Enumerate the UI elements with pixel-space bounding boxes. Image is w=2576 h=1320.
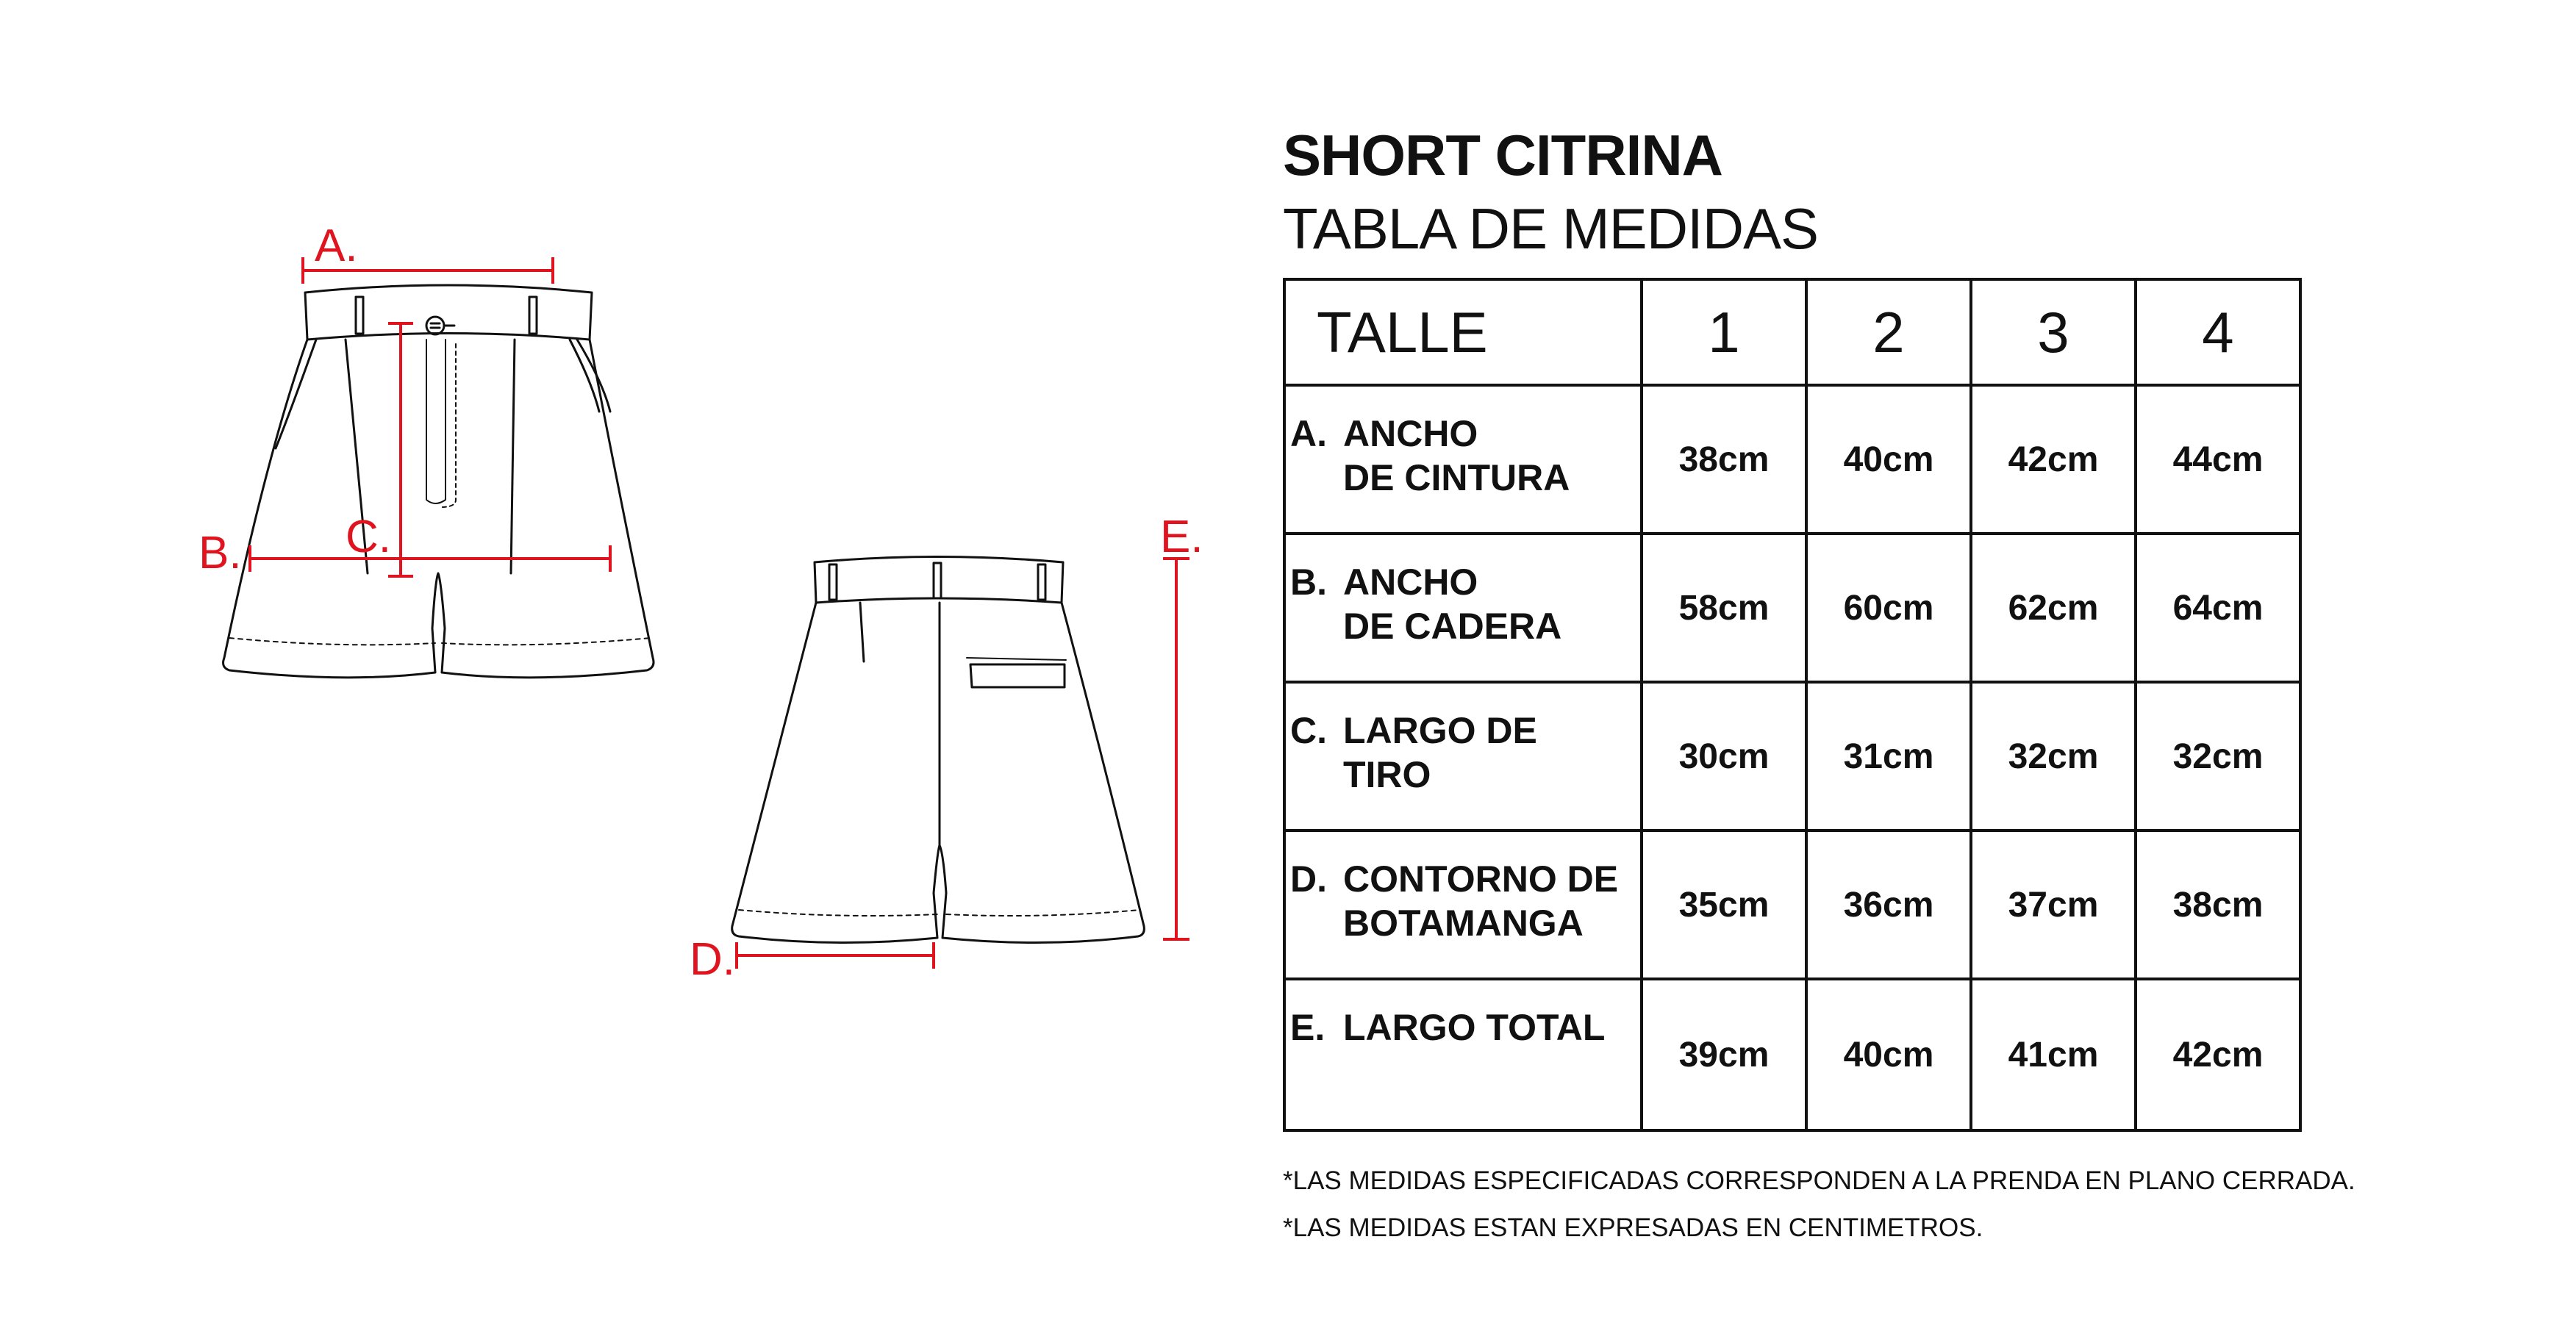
front-view-shorts: [223, 285, 654, 678]
table-cell: 32cm: [1971, 682, 2136, 831]
row-label-line2: BOTAMANGA: [1343, 903, 1584, 944]
table-cell: 32cm: [2136, 682, 2300, 831]
table-row: [1284, 682, 2300, 831]
row-label: [1284, 979, 1642, 1130]
table-cell: 41cm: [1971, 979, 2136, 1130]
table-cell: 40cm: [1806, 385, 1971, 534]
table-cell: 42cm: [1971, 385, 2136, 534]
row-label-line1: ANCHO: [1343, 562, 1478, 603]
row-label-line2: DE CADERA: [1343, 606, 1562, 647]
header-size-1: 1: [1642, 279, 1806, 385]
table-cell: 44cm: [2136, 385, 2300, 534]
measure-label-c: C.: [346, 512, 391, 562]
size-chart-table: [1283, 278, 2302, 1132]
table-row: [1284, 831, 2300, 979]
header-size-label: TALLE: [1284, 279, 1642, 385]
row-label: [1284, 831, 1642, 979]
row-letter: A.: [1290, 413, 1327, 454]
header-size-2: 2: [1806, 279, 1971, 385]
measure-label-a: A.: [315, 220, 358, 271]
table-cell: 30cm: [1642, 682, 1806, 831]
table-cell: 42cm: [2136, 979, 2300, 1130]
table-cell: 64cm: [2136, 534, 2300, 682]
row-label-line1: ANCHO: [1343, 413, 1478, 454]
table-row: [1284, 385, 2300, 534]
table-cell: 35cm: [1642, 831, 1806, 979]
table-cell: 60cm: [1806, 534, 1971, 682]
table-cell: 37cm: [1971, 831, 2136, 979]
table-cell: 62cm: [1971, 534, 2136, 682]
table-cell: 58cm: [1642, 534, 1806, 682]
row-letter: D.: [1290, 858, 1327, 900]
row-label-line1: CONTORNO DE: [1343, 858, 1619, 900]
row-label-line2: DE CINTURA: [1343, 457, 1570, 498]
row-label-line2: TIRO: [1343, 754, 1431, 795]
row-label-line1: LARGO DE: [1343, 710, 1537, 751]
header-size-3: 3: [1971, 279, 2136, 385]
measure-label-e: E.: [1160, 512, 1203, 562]
footnote: *LAS MEDIDAS ESTAN EXPRESADAS EN CENTIMETROS.: [1283, 1213, 1983, 1242]
row-letter: E.: [1290, 1007, 1325, 1048]
measurement-lines: [250, 257, 1189, 969]
product-title: SHORT CITRINA: [1283, 123, 1722, 187]
row-label-line1: LARGO TOTAL: [1343, 1007, 1606, 1048]
row-label: [1284, 682, 1642, 831]
size-chart-subtitle: TABLA DE MEDIDAS: [1283, 196, 1819, 261]
row-letter: B.: [1290, 562, 1327, 603]
measure-label-b: B.: [198, 528, 242, 578]
table-cell: 36cm: [1806, 831, 1971, 979]
table-cell: 31cm: [1806, 682, 1971, 831]
table-cell: 38cm: [2136, 831, 2300, 979]
footnote: *LAS MEDIDAS ESPECIFICADAS CORRESPONDEN A LA PRENDA EN PLANO CERRADA.: [1283, 1166, 2355, 1195]
table-row: [1284, 979, 2300, 1130]
row-label: [1284, 385, 1642, 534]
table-cell: 39cm: [1642, 979, 1806, 1130]
table-row: [1284, 534, 2300, 682]
table-cell: 40cm: [1806, 979, 1971, 1130]
table-cell: 38cm: [1642, 385, 1806, 534]
table-header-row: [1284, 279, 2300, 385]
measure-label-d: D.: [690, 934, 735, 985]
footnotes: [1283, 1158, 2355, 1252]
row-label: [1284, 534, 1642, 682]
back-view-shorts: [732, 557, 1145, 943]
header-size-4: 4: [2136, 279, 2300, 385]
row-letter: C.: [1290, 710, 1327, 751]
